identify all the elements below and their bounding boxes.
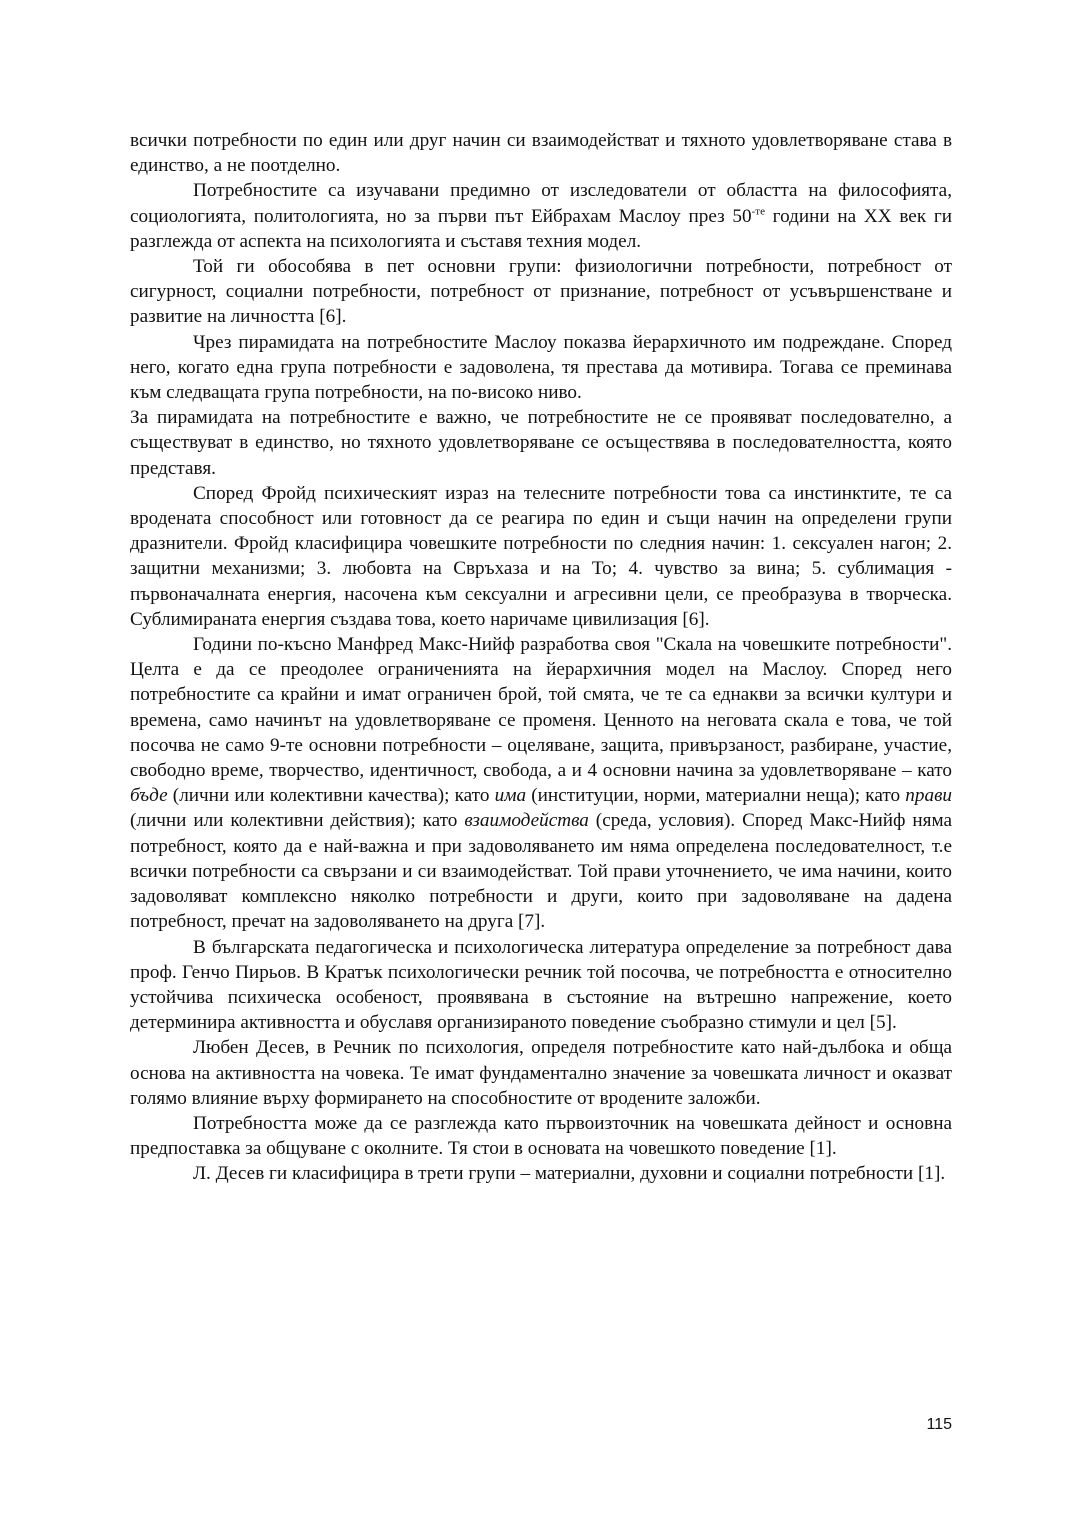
paragraph-piryov: В българската педагогическа и психологическа литература определение за потребност дава проф. Генчо Пирьов. В Кратък психологически речник той посочва, че потребността е относително устойчива психическа особеност, проявявана в състояние на вътрешно напрежение, което детерминира активността и обуславя организираното поведение съобразно стимули и цел [5]. — [130, 936, 952, 1034]
paragraph-continuation: всички потребности по един или друг начин си взаимодействат и тяхното удовлетворяване става в единство, а не поотделно. — [130, 130, 952, 177]
paragraph-pyramid-note: За пирамидата на потребностите е важно, че потребностите не се проявяват последователно, а съществуват в единство, но тяхното удовлетворяване се осъществява в последователността, която представя. — [130, 407, 952, 479]
paragraph-pyramid: Чрез пирамидата на потребностите Маслоу показва йерархичното им подреждане. Според него, когато една група потребности е задоволена, тя престава да мотивира. Тогава се преминава към следващата група потребности, на по-високо ниво. — [130, 331, 952, 404]
italic-term: бъде — [130, 785, 168, 807]
page-number: 115 — [926, 1416, 952, 1433]
text-run: Потребностите са изучавани предимно от изследователи от областта на философията, социологията, политологията, но за първи път Ейбрахам Маслоу през 50 — [130, 180, 952, 227]
italic-term: взаимодейства — [464, 810, 589, 832]
superscript: -те — [751, 205, 765, 218]
text-run: (среда, условия). Според Макс-Нийф няма потребност, която да е най-важна и при задоволяването им няма определена последователност, т.е всички потребности са свързани и си взаимодействат. Той прави уточнението, че има начини, които задоволяват комплексно няколко потребности и други, които при задоволяване на дадена потребност, пречат на задоволяването на друга [7]. — [130, 810, 952, 933]
paragraph-source: Потребността може да се разглежда като първоизточник на човешката дейност и основна предпоставка за общуване с околните. Тя стои в основата на човешкото поведение [1]. — [130, 1112, 952, 1160]
paragraph-five-groups: Той ги обособява в пет основни групи: физиологични потребности, потребност от сигурност, социални потребности, потребност от признание, потребност от усъвършенстване и развитие на личността [6]. — [130, 256, 952, 328]
italic-term: прави — [905, 785, 952, 807]
paragraph-classification: Л. Десев ги класифицира в трети групи – материални, духовни и социални потребности [1]. — [193, 1163, 946, 1185]
paragraph-max-neef — [130, 632, 952, 934]
document-body — [130, 128, 952, 1187]
text-run: (лични или колективни качества); като — [167, 785, 495, 807]
text-run: Години по-късно Манфред Макс-Нийф разработва своя "Скала на човешките потребности". Целта е да се преодолее ограниченията на йерархичния модел на Маслоу. Според него потребностите са крайни и имат ограничен брой, той смята, че те са еднакви за всички култури и времена, само начинът на удовлетворяване се променя. Ценното на неговата скала е това, че той посочва не само 9-те основни потребности – оцеляване, защита, привързаност, разбиране, участие, свободно време, творчество, идентичност, свобода, а и 4 основни начина за удовлетворяване – като — [130, 634, 952, 782]
text-run: години на ХХ век ги разглежда от аспекта на психологията и съставя техния модел. — [130, 205, 953, 252]
paragraph-desev: Любен Десев, в Речник по психология, определя потребностите като най-дълбока и обща основа на активността на човека. Те имат фундаментално значение за човешката личност и оказват голямо влияние върху формирането на способностите от вродените заложби. — [130, 1037, 952, 1109]
italic-term: има — [494, 785, 527, 807]
paragraph-freud: Според Фройд психическият израз на телесните потребности това са инстинктите, те са вродената способност или готовност да се реагира по един и същи начин на определени групи дразнители. Фройд класифицира човешките потребности по следния начин: 1. сексуален нагон; 2. защитни механизми; 3. любовта на Свръхаза и на То; 4. чувство за вина; 5. сублимация - първоначалната енергия, насочена към сексуални и агресивни цели, се преобразува в творческа. Сублимираната енергия създава това, което наричаме цивилизация [6]. — [130, 482, 952, 630]
text-run: (институции, норми, материални неща); като — [526, 785, 906, 807]
text-run: (лични или колективни действия); като — [130, 810, 465, 832]
paragraph-maslow-intro — [130, 178, 952, 254]
